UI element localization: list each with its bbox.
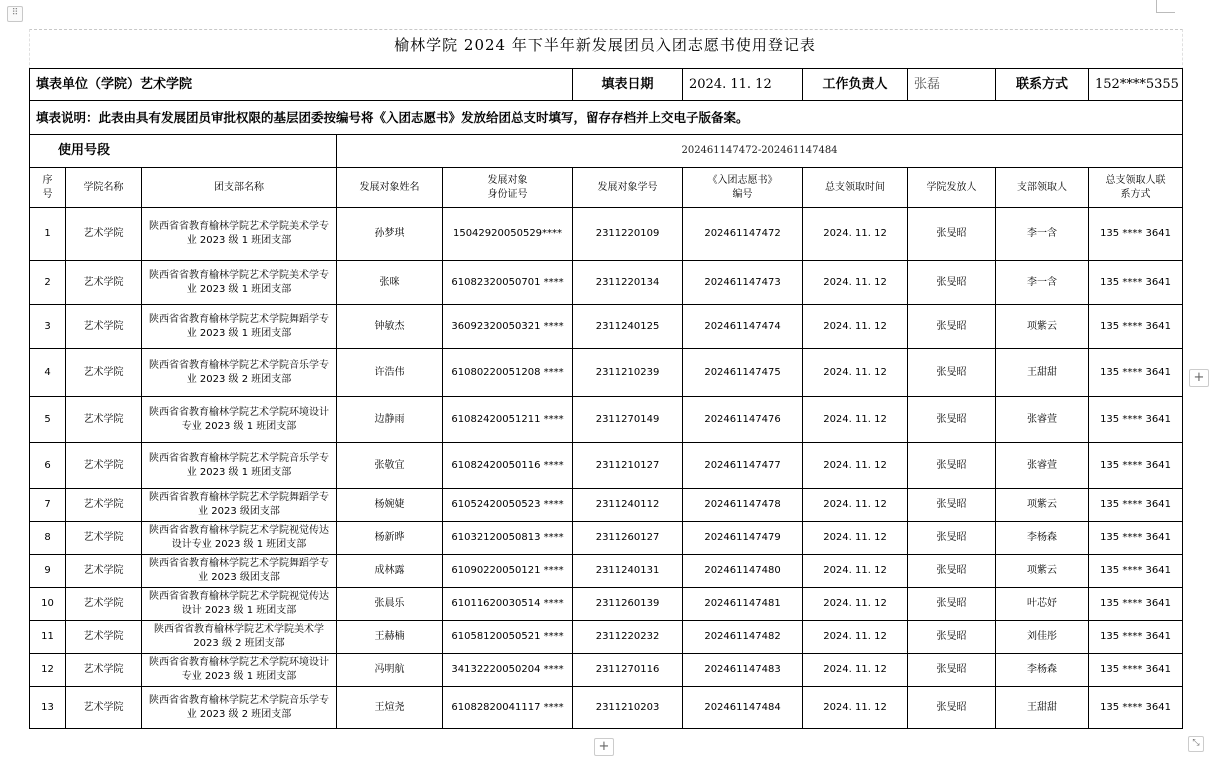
row-seq[interactable]: 6: [30, 443, 66, 489]
header-issuer: 学院发放人: [908, 168, 996, 208]
row-contact[interactable]: 135 **** 3641: [1089, 305, 1183, 349]
header-book-no-line2: 编号: [732, 188, 753, 200]
row-id[interactable]: 61058120050521 ****: [443, 621, 573, 654]
row-student-no[interactable]: 2311210127: [573, 443, 683, 489]
row-college[interactable]: 艺术学院: [66, 208, 142, 261]
row-branch[interactable]: 陕西省省教育榆林学院艺术学院环境设计专业 2023 级 1 班团支部: [142, 397, 337, 443]
info-row: [30, 69, 1183, 101]
header-receiver: 支部领取人: [996, 168, 1089, 208]
row-student-no[interactable]: 2311220109: [573, 208, 683, 261]
row-time[interactable]: 2024. 11. 12: [803, 489, 908, 522]
resize-icon[interactable]: ⤡: [1188, 736, 1204, 752]
row-id[interactable]: 15042920050529****: [443, 208, 573, 261]
row-id[interactable]: 61080220051208 ****: [443, 349, 573, 397]
row-college[interactable]: 艺术学院: [66, 654, 142, 687]
row-id[interactable]: 61082820041117 ****: [443, 687, 573, 729]
row-time[interactable]: 2024. 11. 12: [803, 588, 908, 621]
row-college[interactable]: 艺术学院: [66, 687, 142, 729]
row-student-no[interactable]: 2311270149: [573, 397, 683, 443]
row-book-no[interactable]: 202461147482: [683, 621, 803, 654]
header-seq-line2: 号: [42, 188, 53, 200]
row-college[interactable]: 艺术学院: [66, 443, 142, 489]
row-contact[interactable]: 135 **** 3641: [1089, 349, 1183, 397]
row-seq[interactable]: 2: [30, 261, 66, 305]
row-contact[interactable]: 135 **** 3641: [1089, 261, 1183, 305]
row-branch[interactable]: 陕西省省教育榆林学院艺术学院音乐学专业 2023 级 1 班团支部: [142, 443, 337, 489]
row-name[interactable]: 张敬宜: [337, 443, 443, 489]
row-issuer[interactable]: 张旻昭: [908, 349, 996, 397]
row-name[interactable]: 王煊尧: [337, 687, 443, 729]
header-contact-line1: 总支领取人联: [1105, 174, 1166, 186]
row-college[interactable]: 艺术学院: [66, 588, 142, 621]
row-seq[interactable]: 11: [30, 621, 66, 654]
row-branch[interactable]: 陕西省省教育榆林学院艺术学院环境设计专业 2023 级 1 班团支部: [142, 654, 337, 687]
header-contact-line2: 系方式: [1120, 188, 1151, 200]
row-receiver[interactable]: 刘佳彤: [996, 621, 1089, 654]
row-branch[interactable]: 陕西省省教育榆林学院艺术学院美术学专业 2023 级 1 班团支部: [142, 208, 337, 261]
header-student-no: 发展对象学号: [573, 168, 683, 208]
row-book-no[interactable]: 202461147484: [683, 687, 803, 729]
row-book-no[interactable]: 202461147476: [683, 397, 803, 443]
header-college: 学院名称: [66, 168, 142, 208]
row-time[interactable]: 2024. 11. 12: [803, 687, 908, 729]
date-label: 填表日期: [573, 69, 683, 101]
table-row: [30, 443, 1183, 489]
row-time[interactable]: 2024. 11. 12: [803, 522, 908, 555]
row-contact[interactable]: 135 **** 3641: [1089, 588, 1183, 621]
row-receiver[interactable]: 项紫云: [996, 489, 1089, 522]
row-college[interactable]: 艺术学院: [66, 261, 142, 305]
row-time[interactable]: 2024. 11. 12: [803, 654, 908, 687]
row-receiver[interactable]: 李一含: [996, 208, 1089, 261]
row-branch[interactable]: 陕西省省教育榆林学院艺术学院美术学 2023 级 2 班团支部: [142, 621, 337, 654]
header-seq-line1: 序: [42, 174, 53, 186]
row-contact[interactable]: 135 **** 3641: [1089, 489, 1183, 522]
header-seq: [30, 168, 66, 208]
row-issuer[interactable]: 张旻昭: [908, 397, 996, 443]
row-name[interactable]: 张晨乐: [337, 588, 443, 621]
row-seq[interactable]: 13: [30, 687, 66, 729]
header-branch: 团支部名称: [142, 168, 337, 208]
row-branch[interactable]: 陕西省省教育榆林学院艺术学院视觉传达设计专业 2023 级 1 班团支部: [142, 522, 337, 555]
row-contact[interactable]: 135 **** 3641: [1089, 687, 1183, 729]
row-name[interactable]: 王赫楠: [337, 621, 443, 654]
row-branch[interactable]: 陕西省省教育榆林学院艺术学院舞蹈学专业 2023 级 1 班团支部: [142, 305, 337, 349]
row-id[interactable]: 61011620030514 ****: [443, 588, 573, 621]
table-row: [30, 522, 1183, 555]
row-college[interactable]: 艺术学院: [66, 397, 142, 443]
table-row: [30, 397, 1183, 443]
row-seq[interactable]: 8: [30, 522, 66, 555]
contact-value[interactable]: 152****5355: [1089, 69, 1183, 101]
row-id[interactable]: 61082420051211 ****: [443, 397, 573, 443]
header-id-line1: 发展对象: [487, 174, 528, 186]
range-value[interactable]: 202461147472-202461147484: [337, 135, 1183, 168]
row-college[interactable]: 艺术学院: [66, 555, 142, 588]
row-contact[interactable]: 135 **** 3641: [1089, 443, 1183, 489]
header-row: [30, 168, 1183, 208]
row-student-no[interactable]: 2311210203: [573, 687, 683, 729]
row-student-no[interactable]: 2311260139: [573, 588, 683, 621]
row-branch[interactable]: 陕西省省教育榆林学院艺术学院视觉传达设计 2023 级 1 班团支部: [142, 588, 337, 621]
row-name[interactable]: 张咪: [337, 261, 443, 305]
header-receiver-contact: [1089, 168, 1183, 208]
table-row: [30, 588, 1183, 621]
row-name[interactable]: 冯明航: [337, 654, 443, 687]
row-receiver[interactable]: 叶芯妤: [996, 588, 1089, 621]
row-college[interactable]: 艺术学院: [66, 621, 142, 654]
row-time[interactable]: 2024. 11. 12: [803, 621, 908, 654]
row-contact[interactable]: 135 **** 3641: [1089, 654, 1183, 687]
row-student-no[interactable]: 2311240112: [573, 489, 683, 522]
row-id[interactable]: 61082420050116 ****: [443, 443, 573, 489]
row-book-no[interactable]: 202461147475: [683, 349, 803, 397]
table-row: [30, 349, 1183, 397]
fill-note[interactable]: 填表说明：此表由具有发展团员审批权限的基层团委按编号将《入团志愿书》发放给团总支时填写，留存存档并上交电子版备案。: [30, 101, 1183, 135]
row-receiver[interactable]: 李杨森: [996, 522, 1089, 555]
row-issuer[interactable]: 张旻昭: [908, 261, 996, 305]
row-receiver[interactable]: 张睿萱: [996, 397, 1089, 443]
page-corner-mark: [1156, 0, 1175, 13]
add-column-plus-icon[interactable]: +: [1189, 369, 1209, 387]
row-college[interactable]: 艺术学院: [66, 489, 142, 522]
row-book-no[interactable]: 202461147473: [683, 261, 803, 305]
header-book-no-line1: 《入团志愿书》: [707, 174, 778, 186]
row-student-no[interactable]: 2311240131: [573, 555, 683, 588]
row-receiver[interactable]: 王甜甜: [996, 687, 1089, 729]
table-row: [30, 489, 1183, 522]
row-seq[interactable]: 3: [30, 305, 66, 349]
row-time[interactable]: 2024. 11. 12: [803, 305, 908, 349]
table-row: [30, 305, 1183, 349]
row-time[interactable]: 2024. 11. 12: [803, 349, 908, 397]
row-seq[interactable]: 10: [30, 588, 66, 621]
row-time[interactable]: 2024. 11. 12: [803, 443, 908, 489]
row-name[interactable]: 杨婉婕: [337, 489, 443, 522]
header-book-no: [683, 168, 803, 208]
row-receiver[interactable]: 李一含: [996, 261, 1089, 305]
header-id-line2: 身份证号: [487, 188, 528, 200]
row-issuer[interactable]: 张旻昭: [908, 305, 996, 349]
row-student-no[interactable]: 2311240125: [573, 305, 683, 349]
row-book-no[interactable]: 202461147472: [683, 208, 803, 261]
row-issuer[interactable]: 张旻昭: [908, 588, 996, 621]
document-title: 榆林学院 2024 年下半年新发展团员入团志愿书使用登记表: [394, 36, 816, 54]
row-college[interactable]: 艺术学院: [66, 522, 142, 555]
row-contact[interactable]: 135 **** 3641: [1089, 397, 1183, 443]
row-student-no[interactable]: 2311220232: [573, 621, 683, 654]
row-contact[interactable]: 135 **** 3641: [1089, 555, 1183, 588]
row-issuer[interactable]: 张旻昭: [908, 687, 996, 729]
row-time[interactable]: 2024. 11. 12: [803, 261, 908, 305]
row-issuer[interactable]: 张旻昭: [908, 489, 996, 522]
range-label: 使用号段: [30, 135, 337, 168]
row-student-no[interactable]: 2311220134: [573, 261, 683, 305]
row-receiver[interactable]: 项紫云: [996, 555, 1089, 588]
row-name[interactable]: 成林露: [337, 555, 443, 588]
row-seq[interactable]: 5: [30, 397, 66, 443]
row-branch[interactable]: 陕西省省教育榆林学院艺术学院音乐学专业 2023 级 2 班团支部: [142, 349, 337, 397]
row-name[interactable]: 边静雨: [337, 397, 443, 443]
row-time[interactable]: 2024. 11. 12: [803, 208, 908, 261]
row-id[interactable]: 61032120050813 ****: [443, 522, 573, 555]
header-receive-time: 总支领取时间: [803, 168, 908, 208]
row-receiver[interactable]: 项紫云: [996, 305, 1089, 349]
contact-label: 联系方式: [996, 69, 1089, 101]
row-receiver[interactable]: 王甜甜: [996, 349, 1089, 397]
row-seq[interactable]: 4: [30, 349, 66, 397]
header-name: 发展对象姓名: [337, 168, 443, 208]
row-id[interactable]: 36092320050321 ****: [443, 305, 573, 349]
row-time[interactable]: 2024. 11. 12: [803, 555, 908, 588]
row-issuer[interactable]: 张旻昭: [908, 443, 996, 489]
owner-label: 工作负责人: [803, 69, 908, 101]
table-row: [30, 261, 1183, 305]
owner-value[interactable]: 张磊: [908, 69, 996, 101]
row-branch[interactable]: 陕西省省教育榆林学院艺术学院舞蹈学专业 2023 级团支部: [142, 489, 337, 522]
row-student-no[interactable]: 2311210239: [573, 349, 683, 397]
table-row: [30, 654, 1183, 687]
row-book-no[interactable]: 202461147477: [683, 443, 803, 489]
row-college[interactable]: 艺术学院: [66, 305, 142, 349]
row-book-no[interactable]: 202461147478: [683, 489, 803, 522]
row-id[interactable]: 61052420050523 ****: [443, 489, 573, 522]
row-name[interactable]: 杨新晔: [337, 522, 443, 555]
row-name[interactable]: 孙梦琪: [337, 208, 443, 261]
row-receiver[interactable]: 李杨森: [996, 654, 1089, 687]
row-college[interactable]: 艺术学院: [66, 349, 142, 397]
row-contact[interactable]: 135 **** 3641: [1089, 621, 1183, 654]
row-id[interactable]: 61082320050701 ****: [443, 261, 573, 305]
table-row: [30, 621, 1183, 654]
row-issuer[interactable]: 张旻昭: [908, 555, 996, 588]
row-id[interactable]: 34132220050204 ****: [443, 654, 573, 687]
date-value[interactable]: 2024. 11. 12: [683, 69, 803, 101]
row-book-no[interactable]: 202461147483: [683, 654, 803, 687]
unit-label[interactable]: 填表单位（学院）艺术学院: [30, 69, 573, 101]
header-id: [443, 168, 573, 208]
row-seq[interactable]: 9: [30, 555, 66, 588]
range-row: [30, 135, 1183, 168]
row-book-no[interactable]: 202461147474: [683, 305, 803, 349]
row-seq[interactable]: 7: [30, 489, 66, 522]
row-book-no[interactable]: 202461147481: [683, 588, 803, 621]
row-seq[interactable]: 12: [30, 654, 66, 687]
row-branch[interactable]: 陕西省省教育榆林学院艺术学院美术学专业 2023 级 1 班团支部: [142, 261, 337, 305]
row-student-no[interactable]: 2311270116: [573, 654, 683, 687]
row-name[interactable]: 钟敏杰: [337, 305, 443, 349]
table-row: [30, 687, 1183, 729]
row-issuer[interactable]: 张旻昭: [908, 208, 996, 261]
row-issuer[interactable]: 张旻昭: [908, 621, 996, 654]
table-row: [30, 555, 1183, 588]
row-contact[interactable]: 135 **** 3641: [1089, 522, 1183, 555]
row-book-no[interactable]: 202461147480: [683, 555, 803, 588]
row-branch[interactable]: 陕西省省教育榆林学院艺术学院音乐学专业 2023 级 2 班团支部: [142, 687, 337, 729]
row-branch[interactable]: 陕西省省教育榆林学院艺术学院舞蹈学专业 2023 级团支部: [142, 555, 337, 588]
table-drag-handle-icon[interactable]: ⠿: [7, 6, 23, 22]
row-issuer[interactable]: 张旻昭: [908, 522, 996, 555]
row-time[interactable]: 2024. 11. 12: [803, 397, 908, 443]
row-student-no[interactable]: 2311260127: [573, 522, 683, 555]
row-contact[interactable]: 135 **** 3641: [1089, 208, 1183, 261]
row-book-no[interactable]: 202461147479: [683, 522, 803, 555]
row-receiver[interactable]: 张睿萱: [996, 443, 1089, 489]
row-id[interactable]: 61090220050121 ****: [443, 555, 573, 588]
registration-table: [29, 68, 1183, 729]
table-row: [30, 208, 1183, 261]
row-issuer[interactable]: 张旻昭: [908, 654, 996, 687]
row-name[interactable]: 许浩伟: [337, 349, 443, 397]
row-seq[interactable]: 1: [30, 208, 66, 261]
note-row: [30, 101, 1183, 135]
add-row-plus-icon[interactable]: +: [594, 738, 614, 756]
